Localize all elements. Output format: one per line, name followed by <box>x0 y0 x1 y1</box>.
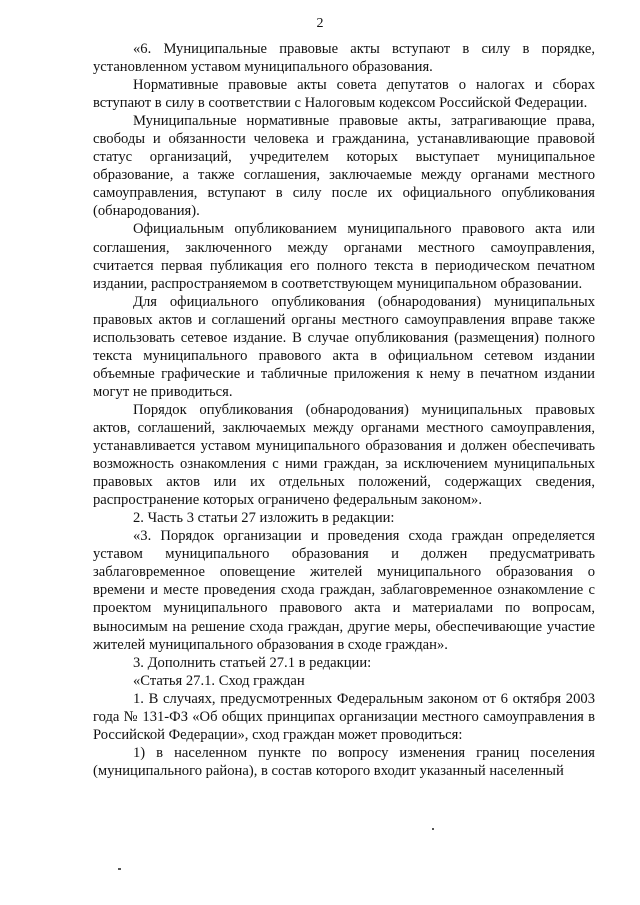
paragraph: 2. Часть 3 статьи 27 изложить в редакции: <box>133 510 395 527</box>
paragraph: Официальным опубликованием муниципального правового акта или соглашения, заключенного между органами местного самоуправления, считается первая публикация его полного текста в периодическом печатном издании, распространяемом в соответствующем муниципальном образовании. <box>93 221 595 292</box>
paragraph: Порядок опубликования (обнародования) муниципальных правовых актов, соглашений, заключаемых между органами местного самоуправления, устанавливается уставом муниципального образования и должен обеспечивать возможность ознакомления с ними граждан, за исключением муниципальных правовых актов или их отдельных положений, содержащих сведения, распространение которых ограничено федеральным законом». <box>93 401 595 509</box>
paragraph: Для официального опубликования (обнародования) муниципальных правовых актов и соглашений органы местного самоуправления вправе также использовать сетевое издание. В случае опубликования (размещения) полного текста муниципального правового акта в официальном сетевом издании объемные графические и табличные приложения к нему в печатном издании могут не приводиться. <box>93 293 595 400</box>
paragraph: 1) в населенном пункте по вопросу изменения границ поселения (муниципального района), в состав которого входит указанный населенный <box>93 744 595 779</box>
scan-speck <box>118 868 121 870</box>
paragraph: 1. В случаях, предусмотренных Федеральным законом от 6 октября 2003 года № 131-ФЗ «Об общих принципах организации местного самоуправления в Российской Федерации», сход граждан может проводиться: <box>93 690 595 743</box>
paragraph: «3. Порядок организации и проведения схода граждан определяется уставом муниципального образования и должен предусматривать заблаговременное оповещение жителей муниципального образования о времени и месте проведения схода граждан, заблаговременное ознакомление с проектом муниципального правового акта и материалами по вопросам, выносимым на решение схода граждан, другие меры, обеспечивающие участие жителей муниципального образования в сходе граждан». <box>93 528 595 653</box>
document-body <box>93 40 595 780</box>
paragraph: «6. Муниципальные правовые акты вступают в силу в порядке, установленном уставом муниципального образования. <box>93 41 595 76</box>
page-number: 2 <box>316 16 324 31</box>
paragraph: Муниципальные нормативные правовые акты, затрагивающие права, свободы и обязанности человека и гражданина, устанавливающие правовой статус организаций, учредителем которых выступает муниципальное образование, а также соглашения, заключаемые между органами местного самоуправления, вступают в силу после их официального опубликования (обнародования). <box>93 113 595 220</box>
paragraph: Нормативные правовые акты совета депутатов о налогах и сборах вступают в силу в соответствии с Налоговым кодексом Российской Федерации. <box>93 77 595 112</box>
scan-speck <box>432 828 434 830</box>
paragraph: 3. Дополнить статьей 27.1 в редакции: <box>133 654 372 671</box>
article-heading: «Статья 27.1. Сход граждан <box>133 672 305 689</box>
